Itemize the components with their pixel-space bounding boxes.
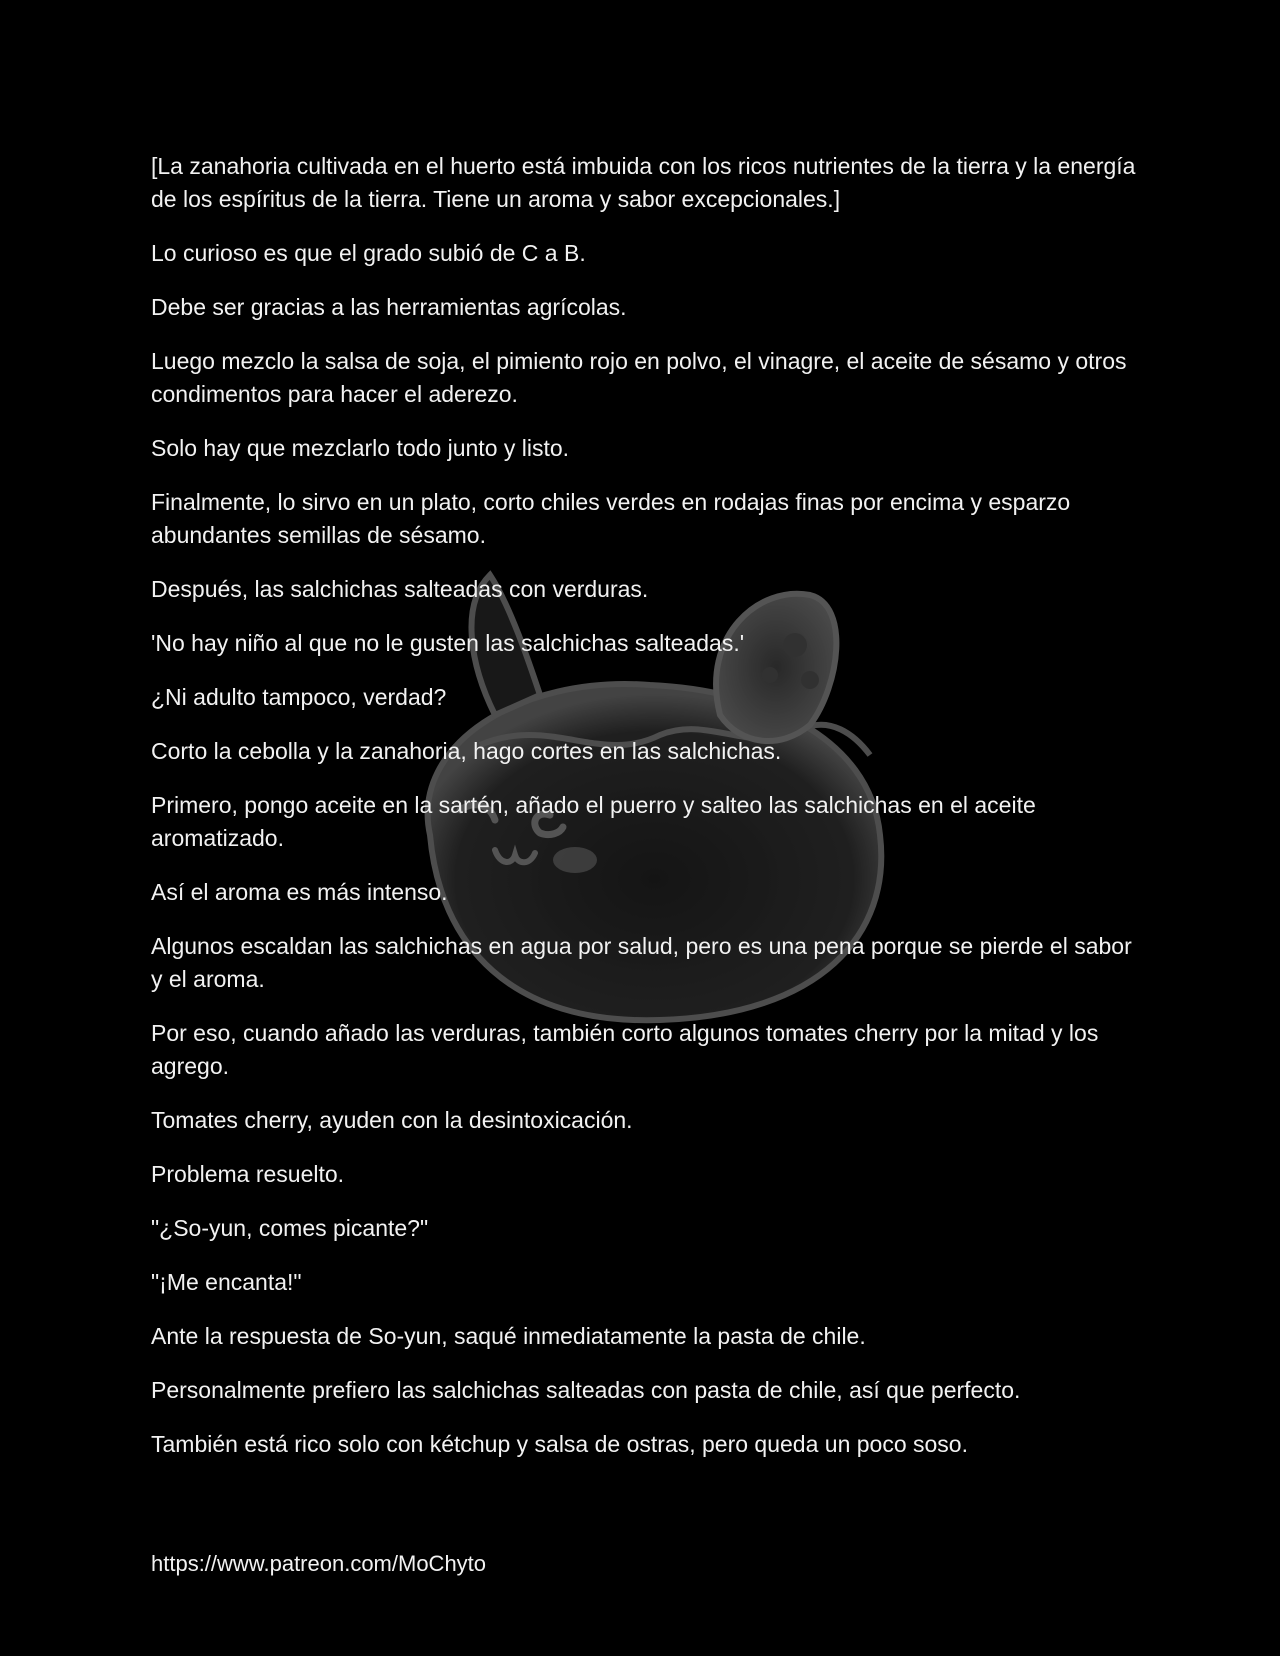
paragraph: Problema resuelto. bbox=[151, 1161, 345, 1187]
paragraph: Por eso, cuando añado las verduras, también corto algunos tomates cherry por la mitad y los agrego. bbox=[151, 1020, 1099, 1079]
paragraph: Así el aroma es más intenso. bbox=[151, 879, 448, 905]
paragraph: 'No hay niño al que no le gusten las salchichas salteadas.' bbox=[151, 630, 745, 656]
paragraph: Luego mezclo la salsa de soja, el pimiento rojo en polvo, el vinagre, el aceite de sésamo y otros condimentos para hacer el aderezo. bbox=[151, 348, 1127, 407]
article-body bbox=[151, 150, 1141, 1482]
paragraph: Corto la cebolla y la zanahoria, hago cortes en las salchichas. bbox=[151, 738, 782, 764]
paragraph: [La zanahoria cultivada en el huerto está imbuida con los ricos nutrientes de la tierra y la energía de los espíritus de la tierra. Tiene un aroma y sabor excepcionales.] bbox=[151, 153, 1136, 212]
paragraph: Después, las salchichas salteadas con verduras. bbox=[151, 576, 649, 602]
paragraph: "¿So-yun, comes picante?" bbox=[151, 1215, 429, 1241]
paragraph: Primero, pongo aceite en la sartén, añado el puerro y salteo las salchichas en el aceite aromatizado. bbox=[151, 792, 1036, 851]
paragraph: ¿Ni adulto tampoco, verdad? bbox=[151, 684, 447, 710]
paragraph: Lo curioso es que el grado subió de C a B. bbox=[151, 240, 586, 266]
paragraph: Personalmente prefiero las salchichas salteadas con pasta de chile, así que perfecto. bbox=[151, 1377, 1021, 1403]
paragraph: "¡Me encanta!" bbox=[151, 1269, 302, 1295]
paragraph: Finalmente, lo sirvo en un plato, corto chiles verdes en rodajas finas por encima y esparzo abundantes semillas de sésamo. bbox=[151, 489, 1071, 548]
patreon-link[interactable]: https://www.patreon.com/MoChyto bbox=[151, 1551, 487, 1576]
paragraph: Ante la respuesta de So-yun, saqué inmediatamente la pasta de chile. bbox=[151, 1323, 866, 1349]
paragraph: Debe ser gracias a las herramientas agrícolas. bbox=[151, 294, 627, 320]
paragraph: Tomates cherry, ayuden con la desintoxicación. bbox=[151, 1107, 633, 1133]
paragraph: Solo hay que mezclarlo todo junto y listo. bbox=[151, 435, 570, 461]
paragraph: También está rico solo con kétchup y salsa de ostras, pero queda un poco soso. bbox=[151, 1431, 968, 1457]
paragraph: Algunos escaldan las salchichas en agua por salud, pero es una pena porque se pierde el sabor y el aroma. bbox=[151, 933, 1132, 992]
